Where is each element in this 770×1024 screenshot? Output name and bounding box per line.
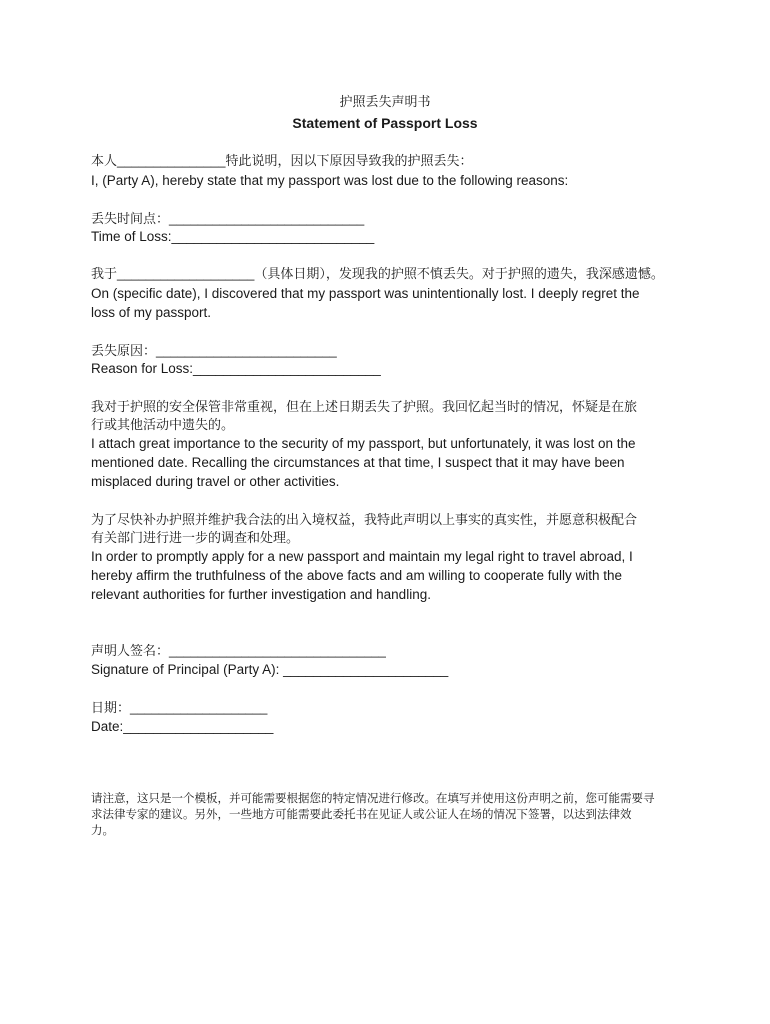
affirmation-english-line-1: In order to promptly apply for a new passport and maintain my legal right to travel abroad, I (91, 549, 633, 564)
affirmation-chinese-line-2: 有关部门进行进一步的调查和处理。 (91, 530, 300, 545)
intro-chinese: 本人_______________特此说明，因以下原因导致我的护照丢失： (91, 153, 473, 168)
importance-english-line-2: mentioned date. Recalling the circumstances at that time, I suspect that it may have been (91, 455, 625, 470)
importance-english-line-1: I attach great importance to the security of my passport, but unfortunately, it was lost on the (91, 436, 636, 451)
affirmation-english-line-2: hereby affirm the truthfulness of the above facts and am willing to cooperate fully with the (91, 568, 623, 583)
discovery-chinese: 我于___________________（具体日期），发现我的护照不慎丢失。对于护照的遗失，我深感遗憾。 (91, 266, 664, 281)
discovery-english-line-1: On (specific date), I discovered that my passport was unintentionally lost. I deeply regret the (91, 286, 640, 301)
document-title-chinese: 护照丢失声明书 (339, 94, 431, 109)
document-title-english: Statement of Passport Loss (292, 115, 478, 131)
date-english: Date:____________________ (91, 719, 274, 734)
intro-english: I, (Party A), hereby state that my passport was lost due to the following reasons: (91, 173, 569, 188)
signature-chinese: 声明人签名：______________________________ (91, 643, 386, 658)
signature-english: Signature of Principal (Party A): ______________________ (91, 662, 449, 677)
importance-chinese-line-2: 行或其他活动中遗失的。 (91, 417, 235, 432)
note-line-1: 请注意，这只是一个模板，并可能需要根据您的特定情况进行修改。在填写并使用这份声明之前，您可能需要寻 (91, 793, 655, 805)
affirmation-english-line-3: relevant authorities for further investigation and handling. (91, 587, 431, 602)
date-chinese: 日期：___________________ (91, 700, 268, 715)
affirmation-chinese-line-1: 为了尽快补办护照并维护我合法的出入境权益，我特此声明以上事实的真实性，并愿意积极配合 (91, 512, 638, 527)
reason-chinese: 丢失原因：_________________________ (91, 343, 337, 358)
note-line-3: 力。 (91, 825, 114, 837)
reason-english: Reason for Loss:_________________________ (91, 361, 381, 376)
time-of-loss-english: Time of Loss:___________________________ (91, 229, 375, 244)
importance-english-line-3: misplaced during travel or other activities. (91, 474, 340, 489)
discovery-english-line-2: loss of my passport. (91, 305, 212, 320)
time-of-loss-chinese: 丢失时间点：___________________________ (91, 211, 365, 226)
importance-chinese-line-1: 我对于护照的安全保管非常重视，但在上述日期丢失了护照。我回忆起当时的情况，怀疑是在旅 (91, 399, 638, 414)
note-line-2: 求法律专家的建议。另外，一些地方可能需要此委托书在见证人或公证人在场的情况下签署，以达到法律效 (91, 809, 632, 821)
